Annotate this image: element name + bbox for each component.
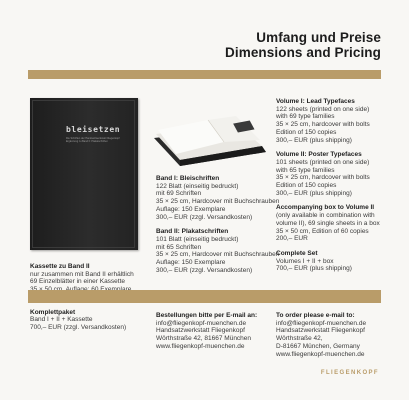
vol2-line: 101 sheets (printed on one side) <box>276 158 370 166</box>
order-info-german <box>156 312 257 351</box>
vol1-line: with 69 type families <box>276 113 335 121</box>
order-en-line: D-81667 München, Germany <box>276 342 360 350</box>
vol2-line: 300,– EUR (plus shipping) <box>276 189 352 197</box>
accompanying-line: (only available in combination with <box>276 212 375 220</box>
middle-column <box>156 175 279 274</box>
band2-title: Band II: Plakatschriften <box>156 228 229 236</box>
band2-line: 101 Blatt (einseitig bedruckt) <box>156 235 239 243</box>
order-de-email-link[interactable]: info@fliegenkopf-muenchen.de <box>156 319 247 327</box>
order-de-title: Bestellungen bitte per E-mail an: <box>156 312 258 319</box>
vol2-line: Edition of 150 copies <box>276 182 337 190</box>
band1-line: mit 69 Schriften <box>156 190 202 198</box>
band2-line: 35 × 25 cm, Hardcover mit Buchschrauben <box>156 251 280 259</box>
book-product-image <box>150 108 268 170</box>
box-edge <box>32 100 135 248</box>
order-de-line: Handsatzwerkstatt Fliegenkopf <box>156 327 245 335</box>
complete-set-title: Complete Set <box>276 249 318 257</box>
order-de-website-link[interactable]: www.fliegenkopf-muenchen.de <box>156 342 245 350</box>
gold-divider-bottom <box>28 290 381 303</box>
band1-title: Band I: Bleischriften <box>156 175 220 182</box>
order-en-website-link[interactable]: www.fliegenkopf-muenchen.de <box>276 350 365 358</box>
right-column <box>276 98 380 273</box>
vol1-line: 300,– EUR (plus shipping) <box>276 136 352 144</box>
gold-divider-top <box>28 70 381 79</box>
order-en-line: Handsatzwerkstatt Fliegenkopf <box>276 327 365 335</box>
box-cover-title: bleisetzen <box>66 125 121 134</box>
band1-line: 300,– EUR (zzgl. Versandkosten) <box>156 213 253 221</box>
kassette-line: 69 Einzelblätter in einer Kassette <box>30 278 126 286</box>
band2-line: 300,– EUR (zzgl. Versandkosten) <box>156 266 253 274</box>
band1-line: 35 × 25 cm, Hardcover mit Buchschrauben <box>156 198 280 206</box>
kassette-line: nur zusammen mit Band II erhältlich <box>30 270 134 278</box>
box-product-image <box>30 98 138 250</box>
accompanying-line: 35 × 50 cm, Edition of 60 copies <box>276 227 369 235</box>
order-info-english <box>276 312 366 358</box>
komplettpaket-line: 700,– EUR (zzgl. Versandkosten) <box>30 323 127 331</box>
vol1-title: Volume I: Lead Typefaces <box>276 98 355 105</box>
accompanying-line: volume II), 69 single sheets in a box <box>276 219 380 227</box>
brand-logo: FLIEGENKOPF <box>320 370 379 376</box>
vol2-line: with 65 type families <box>276 166 335 174</box>
accompanying-title: Accompanying box to Volume II <box>276 204 375 212</box>
order-de-line: Wörthstraße 42, 81667 München <box>156 335 252 343</box>
order-en-line: Wörthstraße 42, <box>276 335 323 343</box>
band1-line: 122 Blatt (einseitig bedruckt) <box>156 182 239 190</box>
kassette-title: Kassette zu Band II <box>30 263 90 270</box>
band2-line: mit 65 Schriften <box>156 243 202 251</box>
box-cover-subtitle: Die Schriften der Handsatzwerkstatt Fliegenkopf Ergänzung zu Band II: Plakatschriften <box>66 137 120 143</box>
page-heading <box>225 30 381 60</box>
band1-line: Auflage: 150 Exemplare <box>156 205 226 213</box>
accompanying-line: 200,– EUR <box>276 235 308 243</box>
vol2-line: 35 × 25 cm, hardcover with bolts <box>276 174 370 182</box>
title-german: Umfang und Preise <box>256 30 381 45</box>
komplettpaket-line: Band I + II + Kassette <box>30 316 93 324</box>
title-english: Dimensions and Pricing <box>225 45 381 60</box>
complete-set-line: 700,– EUR (plus shipping) <box>276 265 352 273</box>
komplettpaket-title: Komplettpaket <box>30 308 76 316</box>
vol2-title: Volume II: Poster Typefaces <box>276 151 362 159</box>
complete-set-line: Volumes I + II + box <box>276 257 334 265</box>
vol1-line: 122 sheets (printed on one side) <box>276 105 370 113</box>
vol1-line: Edition of 150 copies <box>276 128 337 136</box>
vol1-line: 35 × 25 cm, hardcover with bolts <box>276 121 370 129</box>
order-en-email-link[interactable]: info@fliegenkopf-muenchen.de <box>276 319 367 327</box>
band2-line: Auflage: 150 Exemplare <box>156 259 226 267</box>
order-en-title: To order please e-mail to: <box>276 312 355 319</box>
